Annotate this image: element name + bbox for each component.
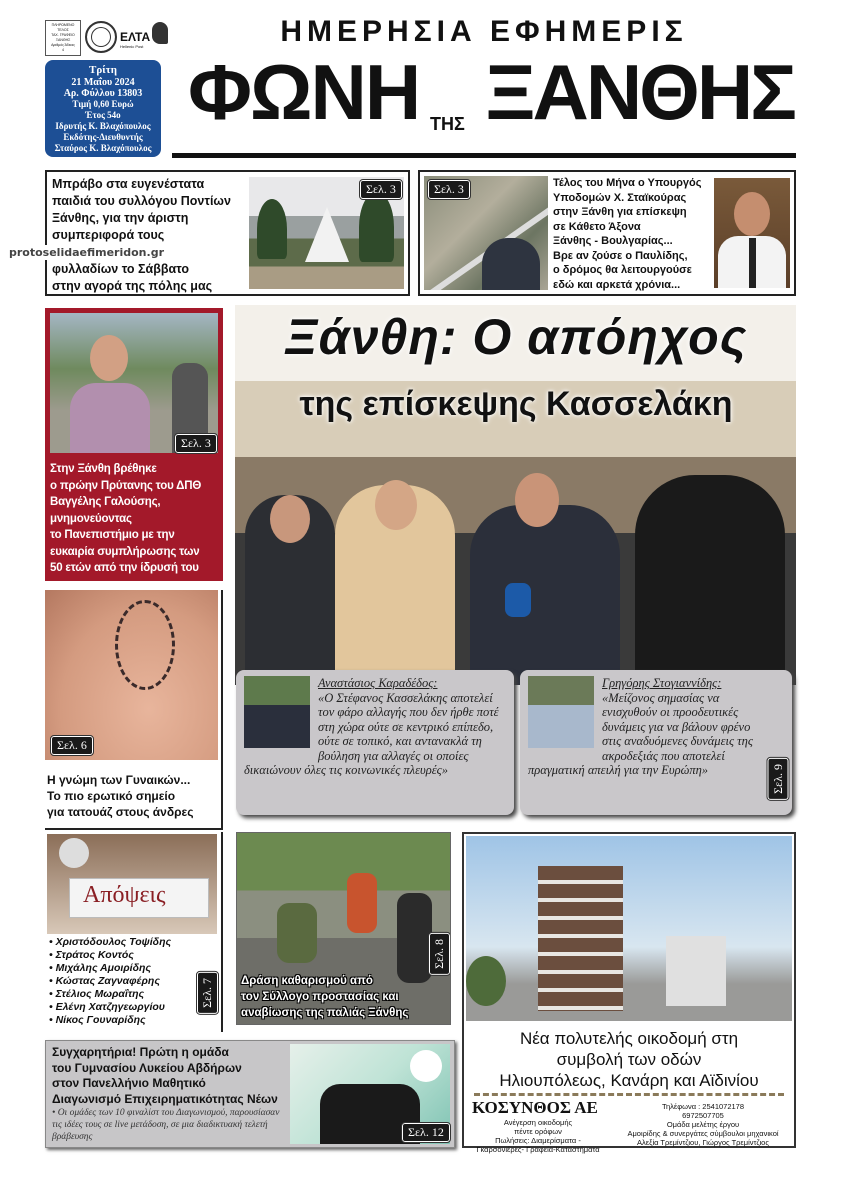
- page-badge: Σελ. 3: [428, 180, 470, 199]
- stamp-line: ΠΛΗΡΩΜΕΝΟ ΤΕΛΟΣ: [51, 23, 75, 32]
- elta-logo: [120, 22, 168, 54]
- issue-info-box: [45, 60, 161, 157]
- story-line: Μπράβο στα ευγενέστατα: [52, 177, 205, 191]
- quote-author: Αναστάσιος Καραδέδος:: [318, 676, 438, 690]
- stogiannidis-photo: [528, 676, 594, 748]
- quote-text: «Μείζονος σημασίας να ενισχυθούν οι προοδευτικές δυνάμεις για να βάλουν φρένο στις αναδυόμενες δυνάμεις της ακροδεξιάς που αποτελεί πραγματική απειλή για την Ευρώπη»: [528, 690, 753, 777]
- quote-text: «Ο Στέφανος Κασσελάκης αποτελεί τον φάρο αλλαγής που δεν ήρθε ποτέ στη χώρα ούτε σε κεντρικό επίπεδο, ούτε σε τοπικό, και αντανακλά τη βούληση για αλλαγές οι οποίες δικαιώνουν όλες τις κοινωνικές πλευρές»: [244, 690, 499, 777]
- ad-line: Αμοιρίδης & συνεργάτες σύμβουλοι μηχανικοί: [627, 1129, 779, 1138]
- story-line: Ξάνθης, για την άριστη: [52, 211, 189, 225]
- stamp-line: 4: [62, 48, 64, 52]
- opinions-banner: [47, 834, 217, 934]
- story-line: 50 ετών από την ίδρυσή του: [50, 562, 199, 574]
- rector-photo: [50, 313, 218, 453]
- story-line: Συγχαρητήρια! Πρώτη η ομάδα: [52, 1045, 229, 1059]
- opinions-title: Απόψεις: [83, 882, 166, 908]
- opinions-box[interactable]: [45, 832, 223, 1032]
- opinion-author[interactable]: • Χριστόδουλος Τοψίδης: [49, 936, 172, 948]
- story-line: Το πιο ερωτικό σημείο: [47, 789, 176, 803]
- story-line: Βαγγέλης Γαλούσης,: [50, 496, 161, 508]
- page-badge: Σελ. 7: [197, 972, 218, 1014]
- page-badge: Σελ. 12: [402, 1123, 450, 1142]
- page-badge: Σελ. 3: [175, 434, 217, 453]
- story-line: στην Ξάνθη για επίσκεψη: [553, 206, 687, 218]
- opinion-author[interactable]: • Κώστας Ζαγναφέρης: [49, 975, 160, 987]
- date: 21 Μαΐου 2024: [71, 77, 135, 88]
- elta-logo-sub: Hellenic Post: [120, 44, 144, 49]
- page-badge: Σελ. 3: [360, 180, 402, 199]
- story-line: παιδιά του συλλόγου Ποντίων: [52, 194, 231, 208]
- year: Έτος 54ο: [85, 110, 121, 120]
- story-line: μνημονεύοντας: [50, 512, 132, 525]
- story-line: εδώ και αρκετά χρόνια...: [553, 278, 681, 291]
- minister-portrait: [714, 178, 790, 288]
- story-line: Δράση καθαρισμού από: [241, 975, 373, 987]
- opinion-author[interactable]: • Στράτος Κοντός: [49, 949, 134, 961]
- story-line: στην αγορά της πόλης μας: [52, 279, 213, 293]
- ad-headline-line: Νέα πολυτελής οικοδομή στη: [519, 1029, 739, 1048]
- postage-stamp: [45, 20, 81, 56]
- story-line: Διαγωνισμό Επιχειρηματικότητας Νέων: [52, 1091, 278, 1106]
- story-pontioi[interactable]: [45, 170, 410, 296]
- story-line: του Γυμνασίου Λυκείου Αβδήρων: [52, 1060, 242, 1075]
- page-badge: Σελ. 8: [429, 933, 450, 975]
- opinion-author[interactable]: • Νίκος Γουναρίδης: [49, 1014, 146, 1026]
- issue-number: Αρ. Φύλλου 13803: [63, 88, 143, 99]
- stamp-line: ΤΑΧ. ΓΡΑΦΕΙΟ: [51, 33, 75, 37]
- story-staikouras[interactable]: [418, 170, 796, 296]
- story-line: στον Πανελλήνιο Μαθητικό: [52, 1076, 206, 1090]
- quote-stogiannidis: [520, 670, 792, 815]
- seal-icon: [85, 21, 117, 53]
- watermark: protoselidaefimeridon.gr: [5, 245, 168, 260]
- story-line: ο πρώην Πρύτανης του ΔΠΘ: [50, 479, 202, 492]
- story-line: συμπεριφορά τους: [52, 228, 165, 242]
- story-line: ο δρόμος θα λειτουργούσε: [553, 264, 692, 276]
- figure-icon: [59, 838, 89, 868]
- story-line: Υποδομών Χ. Σταϊκούρας: [553, 191, 687, 204]
- masthead-title-right: ΞΑΝΘΗΣ: [485, 48, 794, 136]
- page-badge: Σελ. 9: [768, 758, 789, 800]
- masthead-rule: [172, 153, 796, 158]
- ad-headline-line: συμβολή των οδών: [556, 1050, 702, 1069]
- ad-divider: [474, 1093, 784, 1096]
- story-line: ευκαιρία συμπλήρωσης των: [50, 545, 200, 558]
- ad-line: πέντε ορόφων: [514, 1127, 562, 1136]
- elta-logo-text: ΕΛΤΑ: [120, 30, 151, 44]
- ad-company: ΚΟΣΥΝΘΟΣ ΑΕ: [472, 1098, 598, 1117]
- day: Τρίτη: [89, 64, 117, 76]
- masthead-subtitle: ΗΜΕΡΗΣΙΑ ΕΦΗΜΕΡΙΣ: [280, 15, 688, 48]
- page-badge: Σελ. 6: [51, 736, 93, 755]
- opinion-author[interactable]: • Μιχάλης Αμοιρίδης: [49, 962, 151, 974]
- main-subheadline: της επίσκεψης Κασσελάκη: [299, 385, 733, 423]
- story-line: Η γνώμη των Γυναικών...: [47, 773, 191, 787]
- masthead-title-mid: ΤΗΣ: [430, 114, 465, 134]
- building-render: [466, 836, 792, 1021]
- story-line: για τατουάζ στους άνδρες: [47, 805, 194, 819]
- ad-line: Αλεξία Τρεμίντζιου, Γιώργος Τρεμίντζιος: [637, 1138, 769, 1147]
- ad-phone[interactable]: Τηλέφωνα : 2541072178: [661, 1102, 745, 1111]
- ad-headline-line: Ηλιουπόλεως, Κανάρη και Αϊδινίου: [499, 1071, 759, 1090]
- advertisement[interactable]: [462, 832, 796, 1154]
- stamp-line: Αριθμός Άδειας: [51, 43, 75, 47]
- tattoo-photo: [45, 590, 218, 760]
- story-school[interactable]: [45, 1040, 455, 1148]
- quote-karadedos: [236, 670, 514, 815]
- story-line: σε Κάθετο Άξονα: [553, 220, 641, 233]
- price: Τιμή 0,60 Ευρώ: [72, 99, 134, 109]
- masthead-title-left: ΦΩΝΗ: [188, 48, 420, 136]
- stamp-line: ΞΑΝΘΗΣ: [55, 38, 71, 42]
- story-cleanup[interactable]: [236, 832, 451, 1025]
- hermes-icon: [152, 22, 168, 44]
- ad-line: Γκαρσονιέρες- Γραφεία-Καταστήματα: [476, 1145, 600, 1154]
- main-headline[interactable]: Ξάνθη: Ο απόηχος: [284, 309, 748, 365]
- quote-author: Γρηγόρης Στογιαννίδης:: [602, 676, 722, 690]
- story-line: Ξάνθης - Βουλγαρίας...: [553, 235, 673, 247]
- story-women[interactable]: [45, 590, 223, 830]
- story-line: Τέλος του Μήνα ο Υπουργός: [553, 177, 702, 189]
- story-sub: • Οι ομάδες των 10 φιναλίστ του Διαγωνισμού, παρουσίασαν τις ιδέες τους σε live μετάδοση, σε μια διαδικτυακή τελετή βράβευσης: [52, 1108, 280, 1142]
- publisher: Σταύρος Κ. Βλαχόπουλος: [54, 143, 152, 153]
- karadedos-photo: [244, 676, 310, 748]
- opinion-author[interactable]: • Στέλιος Μωραΐτης: [49, 988, 145, 1000]
- publisher-label: Εκδότης-Διευθυντής: [63, 132, 143, 142]
- story-line: φυλλαδίων το Σάββατο: [52, 262, 190, 276]
- story-rector[interactable]: [45, 308, 223, 581]
- opinion-author[interactable]: • Ελένη Χατζηγεωργίου: [49, 1001, 165, 1013]
- story-line: Βρε αν ζούσε ο Παυλίδης,: [553, 249, 688, 262]
- founder: Ιδρυτής Κ. Βλαχόπουλος: [55, 121, 151, 131]
- story-line: Στην Ξάνθη βρέθηκε: [50, 463, 157, 475]
- masthead-title: [172, 16, 796, 158]
- ad-phone[interactable]: 6972507705: [682, 1111, 724, 1120]
- ad-line: Ομάδα μελέτης έργου: [666, 1120, 740, 1129]
- ad-line: Πωλήσεις: Διαμερίσματα -: [495, 1136, 581, 1145]
- story-line: τον Σύλλογο προστασίας και: [241, 991, 399, 1003]
- ad-line: Ανέγερση οικοδομής: [503, 1118, 573, 1127]
- story-line: αναβίωσης της παλιάς Ξάνθης: [241, 1007, 409, 1019]
- story-line: το Πανεπιστήμιο με την: [50, 529, 175, 541]
